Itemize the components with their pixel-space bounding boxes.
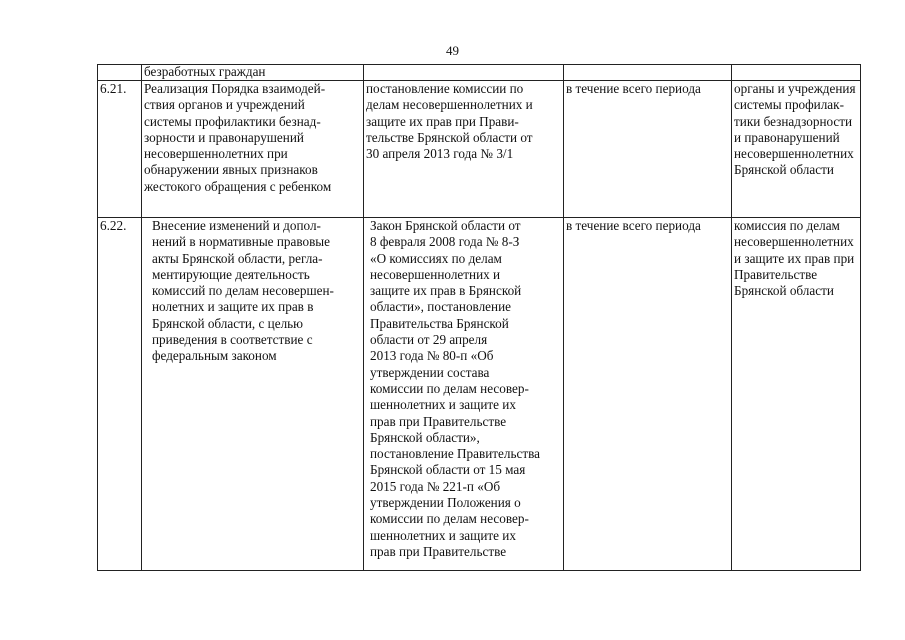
executor-cell: комиссия по делам несовершеннолетних и защите их прав при Правительстве Брянской области — [732, 218, 861, 571]
legal-basis-cell — [364, 65, 564, 81]
measure-cell: Реализация Порядка взаимодей- ствия органов и учреждений системы профилактики безнад- зорности и правонарушений несовершеннолетних при обнаружении явных признаков жестокого обращения с ребенком — [142, 81, 364, 218]
legal-basis-cell: Закон Брянской области от 8 февраля 2008 года № 8-З «О комиссиях по делам несовершеннолетних и защите их прав в Брянской области», постановление Правительства Брянской области от 29 апреля 2013 года № 80-п «Об утверждении состава комиссии по делам несовер- шеннолетних и защите их прав при Правительстве Брянской области», постановление Правительства Брянской области от 15 мая 2015 года № 221-п «Об утверждении Положения о комиссии по делам несовер- шеннолетних и защите их прав при Правительстве — [364, 218, 564, 571]
row-number-cell — [98, 65, 142, 81]
row-number-cell: 6.22. — [98, 218, 142, 571]
measures-table — [97, 64, 861, 571]
legal-basis-cell: постановление комиссии по делам несовершеннолетних и защите их прав при Прави- тельстве Брянской области от 30 апреля 2013 года № 3/1 — [364, 81, 564, 218]
term-cell — [564, 65, 732, 81]
measure-cell: Внесение изменений и допол- нений в нормативные правовые акты Брянской области, регла- ментирующие деятельность комиссий по делам несовершен- нолетних и защите их прав в Брянской области, с целью приведения в соответствие с федеральным законом — [142, 218, 364, 571]
table-row — [98, 218, 861, 571]
term-cell: в течение всего периода — [564, 81, 732, 218]
page-number: 49 — [446, 43, 459, 58]
table-row — [98, 81, 861, 218]
executor-cell — [732, 65, 861, 81]
term-cell: в течение всего периода — [564, 218, 732, 571]
measure-cell: безработных граждан — [142, 65, 364, 81]
row-number-cell: 6.21. — [98, 81, 142, 218]
executor-cell: органы и учреждения системы профилак- тики безнадзорности и правонарушений несовершеннолетних Брянской области — [732, 81, 861, 218]
table-row — [98, 65, 861, 81]
